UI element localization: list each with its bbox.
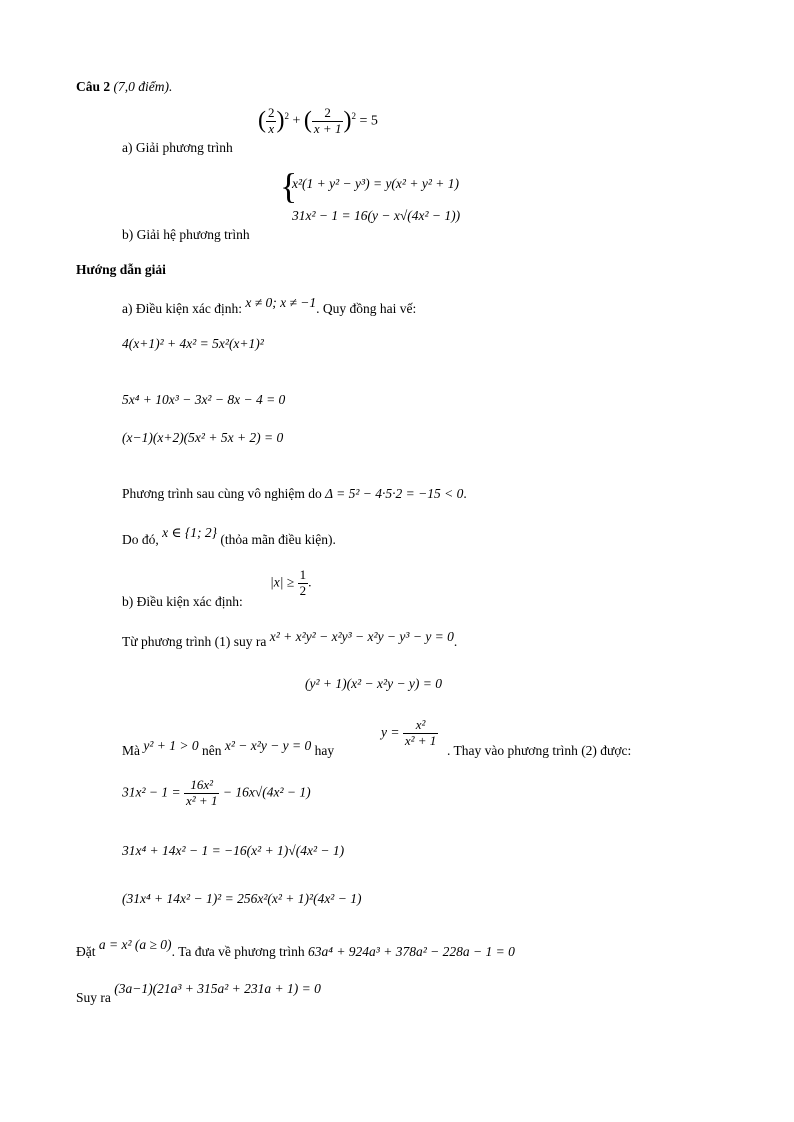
part-a-equation: ( $\frac{2}{x}$ )$^2$ + ( $\frac{2}{x + 1}$ )$^2$ = 5: [258, 105, 378, 136]
a-note-line: Phương trình sau cùng vô nghiệm do Δ = 5² − 4·5·2 = −15 < 0.: [122, 486, 467, 501]
a-conclusion-line: Do đó, x ∈ {1; 2} (thỏa mãn điều kiện).: [122, 525, 336, 547]
a-step-1: 4(x+1)² + 4x² = 5x²(x+1)²: [122, 336, 264, 351]
solution-heading: Hướng dẫn giải: [76, 262, 166, 277]
b-step-2: 31x⁴ + 14x² − 1 = −16(x² + 1)√(4x² − 1): [122, 843, 345, 858]
question-label: Câu 2: [76, 79, 111, 94]
b-y-expression: y = $\frac{\text{x²}}{\text{x² + 1}}$: [381, 717, 437, 748]
b-since-line: Mà y² + 1 > 0 nên x² − x²y − y = 0 hay: [122, 738, 335, 758]
part-a-label: a) Giải phương trình: [122, 140, 233, 155]
b-step-3: (31x⁴ + 14x² − 1)² = 256x²(x² + 1)²(4x² − 1): [122, 891, 362, 906]
part-b-label: b) Giải hệ phương trình: [122, 227, 250, 242]
b-condition-label: b) Điều kiện xác định:: [122, 594, 243, 609]
a-step-2: 5x⁴ + 10x³ − 3x² − 8x − 4 = 0: [122, 392, 286, 407]
a-step-3: (x−1)(x+2)(5x² + 5x + 2) = 0: [122, 430, 284, 445]
system-equation-1: x²(1 + y² − y³) = y(x² + y² + 1): [292, 176, 459, 191]
b-deduce-line: Suy ra (3a−1)(21a³ + 315a² + 231a + 1) = 0: [76, 981, 321, 1005]
question-points: (7,0 điểm).: [113, 79, 173, 94]
question-header: [76, 79, 172, 95]
b-set-line: Đặt a = x² (a ≥ 0). Ta đưa về phương trình 63a⁴ + 924a³ + 378a² − 228a − 1 = 0: [76, 937, 515, 959]
system-equation-2: 31x² − 1 = 16(y − x√(4x² − 1)): [292, 208, 461, 223]
b-step-1: 31x² − 1 = $\frac{\text{16x²}}{\text{x² + 1}}$ − 16x√(4x² − 1): [122, 777, 311, 808]
b-from-eq1-line: Từ phương trình (1) suy ra x² + x²y² − x²y³ − x²y − y³ − y = 0.: [122, 629, 458, 649]
a-condition-line: a) Điều kiện xác định: x ≠ 0; x ≠ −1. Quy đồng hai vế:: [122, 295, 417, 316]
system-brace: {: [280, 166, 298, 206]
b-factored: (y² + 1)(x² − x²y − y) = 0: [305, 676, 443, 691]
b-substitute-text: . Thay vào phương trình (2) được:: [447, 743, 632, 758]
part-a-rhs: = 5: [359, 113, 378, 129]
b-condition-math: |x| ≥ $\frac{1}{2}$ .: [270, 567, 312, 598]
